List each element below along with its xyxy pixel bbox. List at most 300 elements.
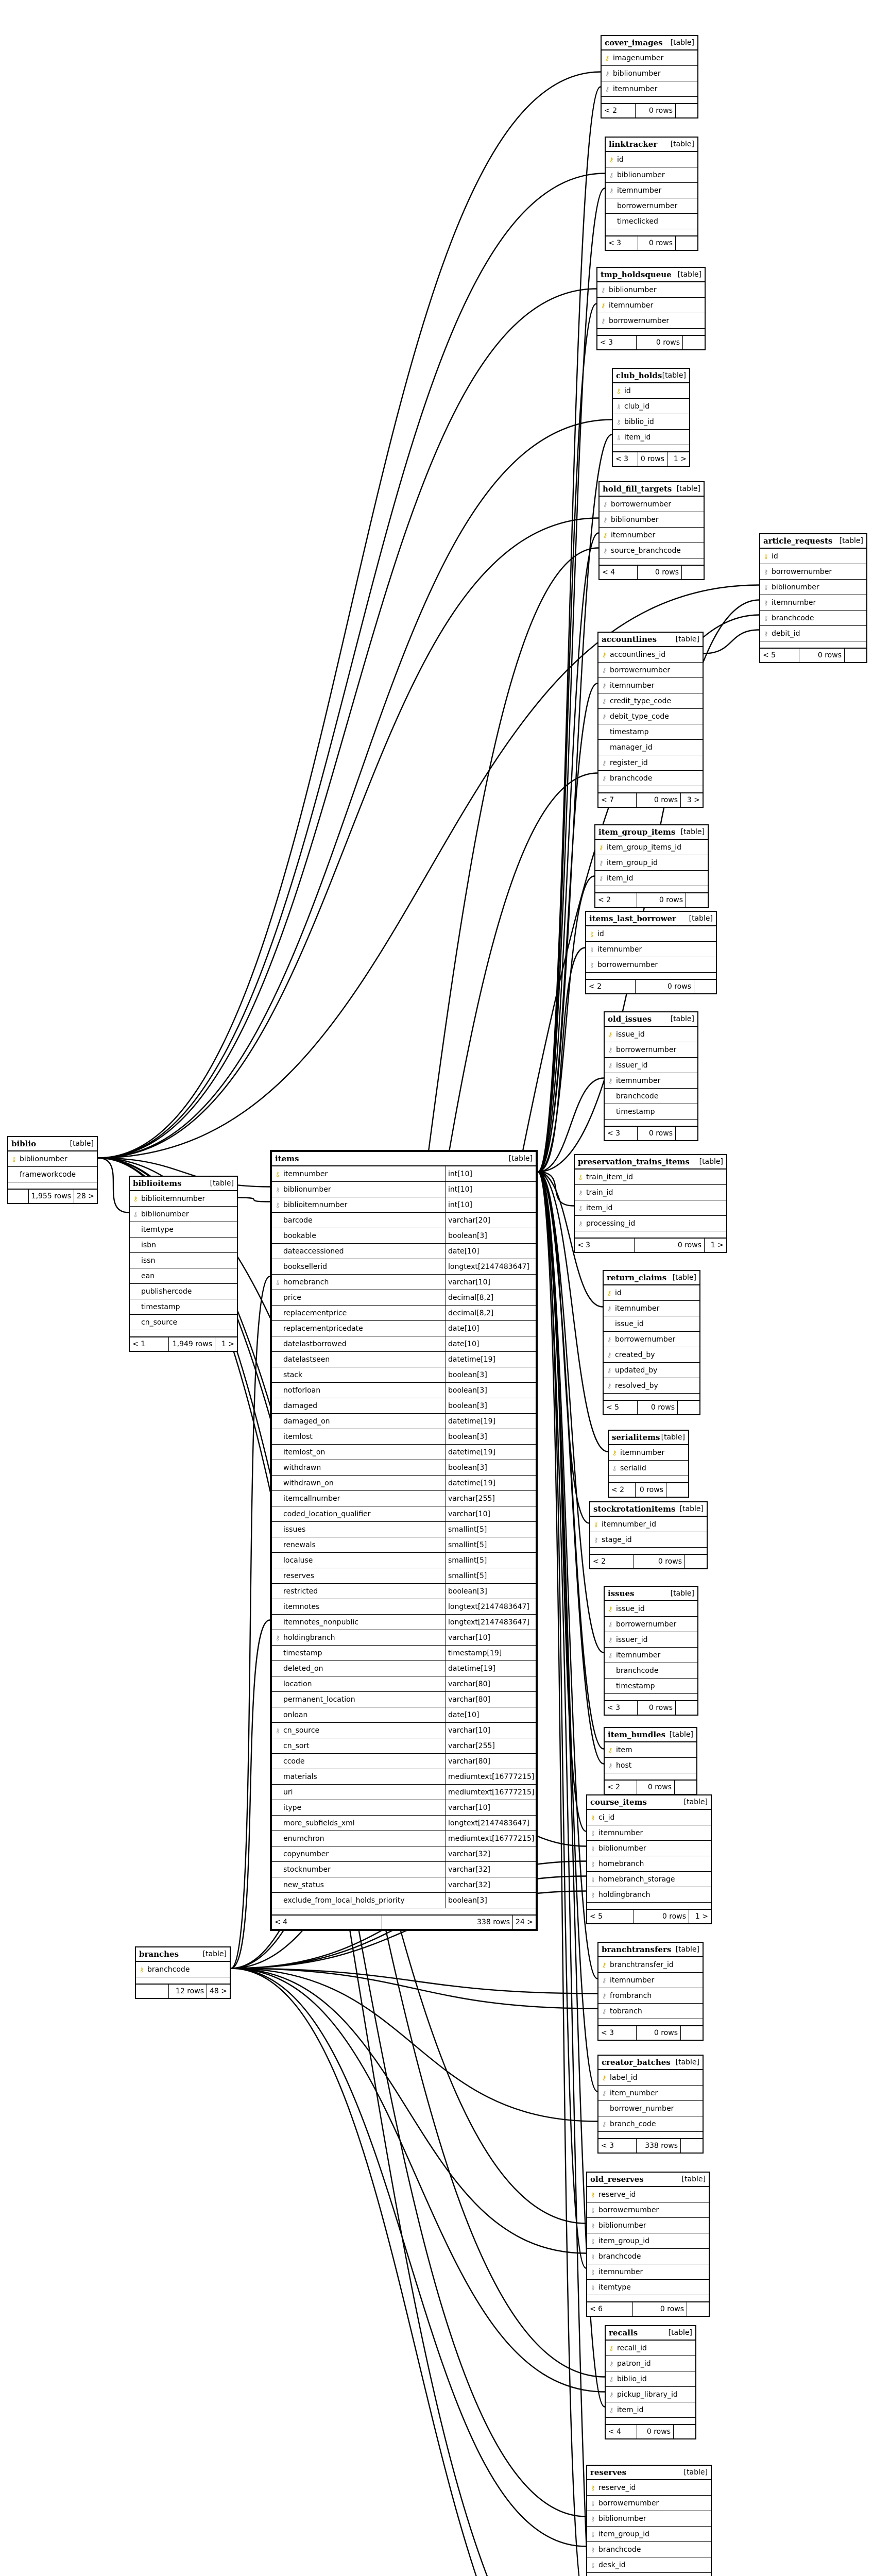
parents-link[interactable]: < 6 [587,2302,633,2316]
column-row[interactable] [272,1213,536,1228]
parents-link[interactable]: < 5 [604,1401,638,1414]
column-row[interactable] [130,1222,237,1238]
table-header[interactable] [613,369,689,383]
column-row[interactable] [598,755,703,771]
table-spacer [598,786,703,793]
parents-link[interactable]: < 3 [605,1127,638,1140]
column-row[interactable] [600,497,704,512]
column-row[interactable] [272,1414,536,1429]
table-header[interactable] [586,912,716,926]
table-header[interactable] [598,633,703,647]
column-row[interactable] [606,2356,695,2371]
table-spacer [605,1694,697,1701]
column-row[interactable] [606,2341,695,2356]
table-linktracker[interactable] [605,137,698,251]
column-row[interactable] [272,1568,536,1584]
column-row[interactable] [587,2480,711,2496]
children-link[interactable] [683,336,705,349]
table-header[interactable] [600,482,704,497]
children-link[interactable]: 1 > [221,1340,234,1348]
column-row[interactable] [604,1332,699,1347]
column-row[interactable] [272,1197,536,1213]
column-row[interactable] [587,2218,709,2233]
column-row[interactable] [130,1268,237,1284]
table-header[interactable] [272,1152,536,1166]
column-row[interactable] [606,198,697,214]
column-row[interactable] [587,1856,711,1872]
table-name[interactable]: item_group_items [598,827,676,837]
column-row[interactable] [600,512,704,528]
parents-link[interactable]: < 3 [597,336,637,349]
column-row[interactable] [272,1754,536,1769]
column-row[interactable] [600,543,704,558]
foreign-key-icon: ⚷ [590,2252,595,2260]
column-row[interactable] [575,1185,726,1200]
table-name[interactable]: issues [608,1589,635,1598]
table-name[interactable]: article_requests [763,536,833,546]
column-row[interactable] [598,709,703,724]
column-row[interactable] [272,1661,536,1676]
column-type: date[10] [446,1707,536,1722]
column-row[interactable] [136,1962,230,1977]
table-header[interactable] [136,1947,230,1962]
column-row[interactable] [272,1367,536,1383]
column-row[interactable] [272,1676,536,1692]
column-row[interactable] [598,2070,703,2086]
table-item-bundles[interactable] [604,1727,697,1795]
table-old-issues[interactable] [604,1011,698,1141]
column-row[interactable] [272,1553,536,1568]
table-header[interactable] [587,2173,709,2187]
table-name[interactable]: old_reserves [590,2175,644,2184]
table-issues[interactable] [604,1586,698,1716]
table-name[interactable]: items_last_borrower [589,914,676,923]
column-row[interactable] [605,1648,697,1663]
table-item-group-items[interactable] [594,824,709,908]
column-row[interactable] [272,1445,536,1460]
column-row[interactable] [272,1584,536,1599]
column-row[interactable] [598,1973,703,1988]
column-row[interactable] [272,1769,536,1785]
column-row[interactable] [760,564,866,580]
column-row[interactable] [597,313,705,329]
column-row[interactable] [597,282,705,298]
column-row[interactable] [598,1957,703,1973]
parents-link[interactable]: < 5 [587,1910,634,1923]
column-row[interactable] [587,2527,711,2542]
children-link[interactable] [676,236,697,250]
table-name[interactable]: club_holds [616,371,662,380]
column-row[interactable] [272,1460,536,1476]
column-row[interactable] [605,1073,697,1089]
children-link[interactable] [685,1555,707,1568]
edge-items-course_items [538,1172,586,1832]
table-reserves[interactable] [586,2465,712,2576]
column-row[interactable] [587,1887,711,1903]
table-header[interactable] [8,1137,97,1151]
parents-link[interactable]: < 7 [598,793,637,807]
column-row[interactable] [586,926,716,942]
parents-link[interactable]: < 3 [598,2026,637,2040]
parents-link[interactable]: < 2 [595,893,637,907]
column-row[interactable] [130,1207,237,1222]
table-name[interactable]: tmp_holdsqueue [601,270,672,279]
column-row[interactable] [272,1738,536,1754]
column-row[interactable] [130,1238,237,1253]
column-row[interactable] [613,414,689,430]
column-row[interactable] [272,1800,536,1816]
children-link[interactable] [682,566,704,579]
children-link[interactable]: 24 > [516,1918,533,1926]
column-row[interactable] [587,2557,711,2573]
column-row[interactable] [604,1363,699,1378]
table-header[interactable] [604,1271,699,1285]
parents-link[interactable]: < 3 [575,1239,635,1252]
table-header[interactable] [598,1943,703,1957]
table-header[interactable] [605,1587,697,1601]
table-header[interactable] [760,534,866,549]
column-row[interactable] [587,2573,711,2576]
column-row[interactable] [272,1290,536,1306]
column-row[interactable] [587,1872,711,1887]
column-row[interactable] [130,1315,237,1330]
column-row[interactable] [575,1216,726,1231]
column-row[interactable] [602,50,697,66]
column-row[interactable] [272,1846,536,1862]
column-row[interactable] [272,1522,536,1537]
column-row[interactable] [595,871,708,886]
column-row[interactable] [609,1461,688,1476]
column-row[interactable] [613,430,689,445]
parents-link[interactable]: < 4 [606,2425,637,2438]
children-link[interactable]: 1 > [710,1241,724,1249]
column-row[interactable] [575,1170,726,1185]
column-row[interactable] [272,1244,536,1259]
table-name[interactable]: linktracker [609,140,658,149]
parents-link[interactable] [8,1190,29,1203]
column-row[interactable] [130,1253,237,1268]
column-row[interactable] [604,1316,699,1332]
table-header[interactable] [575,1155,726,1170]
column-row[interactable] [272,1506,536,1522]
column-row[interactable] [609,1445,688,1461]
parents-link[interactable]: < 2 [590,1555,634,1568]
column-row[interactable] [598,2086,703,2101]
table-name[interactable]: biblioitems [133,1179,182,1188]
column-row[interactable] [272,1491,536,1506]
column-row[interactable] [587,2249,709,2264]
table-name[interactable]: stockrotationitems [593,1504,676,1514]
column-row[interactable] [605,1601,697,1617]
table-header[interactable] [598,2056,703,2070]
table-name[interactable]: biblio [11,1139,37,1148]
column-row[interactable] [760,580,866,595]
table-name[interactable]: creator_batches [602,2058,671,2067]
column-row[interactable] [272,1877,536,1893]
column-row[interactable] [272,1893,536,1908]
column-row[interactable] [272,1646,536,1661]
column-row[interactable] [272,1182,536,1197]
table-header[interactable] [597,268,705,282]
column-row[interactable] [587,2496,711,2511]
column-row[interactable] [605,1742,696,1758]
column-row[interactable] [604,1378,699,1394]
column-row[interactable] [586,957,716,973]
column-row[interactable] [760,549,866,564]
children-link[interactable] [666,1483,688,1497]
children-link[interactable] [674,2425,695,2438]
column-row[interactable] [272,1630,536,1646]
children-link[interactable] [686,893,708,907]
column-row[interactable] [8,1151,97,1167]
table-recalls[interactable] [605,2325,696,2439]
column-row[interactable] [602,81,697,97]
table-name[interactable]: hold_fill_targets [603,484,672,494]
children-link[interactable] [681,2026,703,2040]
column-row[interactable] [272,1275,536,1290]
column-row[interactable] [760,626,866,641]
column-row[interactable] [598,724,703,740]
table-items[interactable] [270,1150,538,1931]
column-row[interactable] [272,1537,536,1553]
table-hold-fill-targets[interactable] [598,481,705,580]
table-tmp-holdsqueue[interactable] [596,267,706,350]
column-row[interactable] [604,1285,699,1301]
column-row[interactable] [600,528,704,543]
column-row[interactable] [272,1336,536,1352]
column-row[interactable] [606,2371,695,2387]
children-link[interactable] [676,1701,697,1715]
table-club-holds[interactable] [612,368,690,467]
column-row[interactable] [613,399,689,414]
table-header[interactable] [609,1431,688,1445]
column-row[interactable] [272,1352,536,1367]
primary-key-icon: ⚷ [133,1195,138,1202]
table-biblio[interactable] [7,1136,98,1204]
column-row[interactable] [272,1429,536,1445]
children-link[interactable]: 3 > [687,796,700,804]
children-link[interactable] [681,2139,703,2153]
column-row[interactable] [272,1862,536,1877]
table-creator-batches[interactable] [597,2055,704,2154]
column-row[interactable] [587,2511,711,2527]
parents-link[interactable]: < 4 [600,566,638,579]
column-row[interactable] [272,1476,536,1491]
column-row[interactable] [595,855,708,871]
children-link[interactable] [694,980,716,993]
parents-link[interactable]: < 3 [598,2139,637,2153]
column-row[interactable] [598,740,703,755]
table-accountlines[interactable] [597,632,704,808]
column-row[interactable] [606,183,697,198]
table-biblioitems[interactable] [129,1176,238,1352]
column-row[interactable] [587,2233,709,2249]
table-header[interactable] [590,1502,707,1517]
column-row[interactable] [272,1398,536,1414]
table-name[interactable]: accountlines [602,635,657,644]
table-name[interactable]: item_bundles [608,1730,666,1739]
table-header[interactable] [587,1795,711,1810]
column-row[interactable] [606,2387,695,2402]
parents-link[interactable]: < 1 [130,1337,169,1351]
foreign-key-icon: ⚷ [590,2268,595,2276]
column-row[interactable] [598,1988,703,2004]
column-row[interactable] [587,1810,711,1825]
column-row[interactable] [602,66,697,81]
column-row[interactable] [587,1825,711,1841]
children-link[interactable]: 1 > [673,455,687,463]
column-row[interactable] [575,1200,726,1216]
children-link[interactable]: 28 > [77,1192,94,1200]
column-row[interactable] [587,1841,711,1856]
table-header[interactable] [595,825,708,840]
parents-link[interactable]: < 3 [613,452,638,466]
table-preservation-trains-items[interactable] [574,1154,727,1253]
parents-link[interactable]: < 5 [760,649,799,662]
column-row[interactable] [272,1816,536,1831]
table-name[interactable]: cover_images [605,38,663,47]
column-row[interactable] [598,2004,703,2019]
column-row[interactable] [605,1617,697,1632]
column-row[interactable] [587,2202,709,2218]
table-branches[interactable] [135,1946,231,1999]
column-row[interactable] [760,595,866,611]
table-items-last-borrower[interactable] [585,911,717,994]
column-row[interactable] [606,152,697,167]
table-name[interactable]: old_issues [608,1014,652,1024]
column-row[interactable] [130,1191,237,1207]
table-name[interactable]: return_claims [607,1273,667,1282]
table-spacer [587,2295,709,2302]
parents-link[interactable]: < 2 [609,1483,636,1497]
column-row[interactable] [586,942,716,957]
parents-link[interactable]: < 2 [586,980,636,993]
parents-link[interactable]: < 2 [602,104,636,117]
column-row[interactable] [587,2280,709,2295]
column-row[interactable] [272,1707,536,1723]
table-course-items[interactable] [586,1794,712,1924]
table-name[interactable]: branches [139,1950,179,1959]
children-link[interactable] [676,104,697,117]
table-name[interactable]: recalls [609,2328,638,2337]
column-row[interactable] [613,383,689,399]
children-link[interactable] [687,2302,709,2316]
table-header[interactable] [587,2466,711,2480]
parents-link[interactable] [136,1985,169,1998]
column-name: stocknumber [283,1865,331,1874]
parents-link[interactable]: < 3 [605,1701,638,1715]
table-name[interactable]: branchtransfers [602,1945,672,1954]
column-row[interactable] [598,771,703,786]
children-link[interactable] [675,1781,696,1794]
column-row[interactable] [130,1284,237,1299]
table-stockrotationitems[interactable] [589,1501,708,1569]
column-row[interactable] [605,1042,697,1058]
table-return-claims[interactable] [603,1270,700,1415]
table-serialitems[interactable] [608,1430,689,1498]
column-row[interactable] [605,1058,697,1073]
column-row[interactable] [130,1299,237,1315]
column-row[interactable] [590,1532,707,1548]
column-row[interactable] [598,663,703,678]
column-row[interactable] [605,1663,697,1679]
column-row[interactable] [606,214,697,229]
column-row[interactable] [272,1259,536,1275]
table-cover-images[interactable] [601,35,698,118]
parents-link[interactable]: < 3 [606,236,638,250]
table-name[interactable]: preservation_trains_items [578,1157,690,1166]
children-link[interactable] [678,1401,699,1414]
column-row[interactable] [606,167,697,183]
children-link[interactable]: 48 > [210,1987,227,1995]
column-row[interactable] [598,2101,703,2116]
column-row[interactable] [597,298,705,313]
column-row[interactable] [598,678,703,693]
table-name[interactable]: items [275,1154,299,1163]
column-row[interactable] [8,1167,97,1182]
table-header[interactable] [605,1728,696,1742]
column-row[interactable] [272,1166,536,1182]
table-header[interactable] [130,1177,237,1191]
table-header[interactable] [606,2326,695,2341]
table-old-reserves[interactable] [586,2172,710,2317]
children-link[interactable] [845,649,866,662]
column-row[interactable] [605,1758,696,1773]
column-row[interactable] [598,647,703,663]
column-row[interactable] [587,2264,709,2280]
column-row[interactable] [605,1089,697,1104]
column-row[interactable] [587,2542,711,2557]
column-row[interactable] [272,1831,536,1846]
column-row[interactable] [605,1679,697,1694]
column-row[interactable] [272,1321,536,1336]
parents-link[interactable]: < 4 [272,1916,382,1929]
column-row[interactable] [272,1615,536,1630]
column-row[interactable] [272,1785,536,1800]
table-header[interactable] [606,138,697,152]
table-header[interactable] [602,36,697,50]
column-name: itemnumber_id [602,1520,657,1529]
children-link[interactable] [676,1127,697,1140]
column-row[interactable] [272,1723,536,1738]
column-row[interactable] [605,1027,697,1042]
column-row[interactable] [606,2402,695,2418]
table-name[interactable]: serialitems [612,1433,660,1442]
column-row[interactable] [272,1599,536,1615]
column-row[interactable] [598,2116,703,2132]
column-row[interactable] [605,1632,697,1648]
children-link[interactable]: 1 > [695,1912,708,1921]
column-row[interactable] [272,1383,536,1398]
table-branchtransfers[interactable] [597,1942,704,2041]
column-row[interactable] [272,1306,536,1321]
table-name[interactable]: course_items [590,1798,647,1807]
column-row[interactable] [760,611,866,626]
table-header[interactable] [605,1012,697,1027]
column-row[interactable] [272,1228,536,1244]
column-row[interactable] [598,693,703,709]
column-row[interactable] [605,1104,697,1120]
column-row[interactable] [272,1692,536,1707]
column-row[interactable] [595,840,708,855]
column-row[interactable] [590,1517,707,1532]
column-row[interactable] [604,1347,699,1363]
table-name[interactable]: reserves [590,2468,627,2477]
column-row[interactable] [587,2187,709,2202]
column-row[interactable] [604,1301,699,1316]
parents-link[interactable]: < 2 [605,1781,637,1794]
table-article-requests[interactable] [759,533,867,663]
